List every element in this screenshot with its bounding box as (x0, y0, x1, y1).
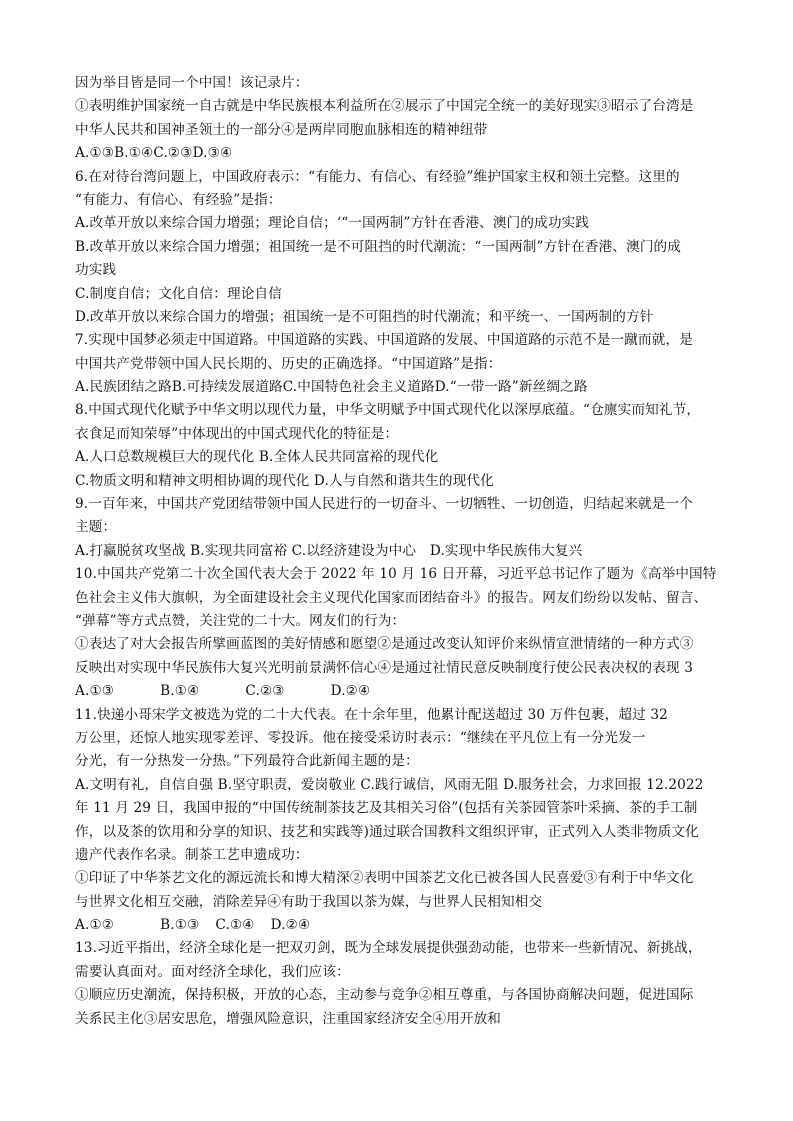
text-line: 衣食足而知荣辱”中体现出的中国式现代化的特征是： (75, 425, 399, 442)
text-line: A.文明有礼，自信自强 B.坚守职责，爱岗敬业 C.践行诚信，风雨无阻 D.服务社会，力求回报 12.2022 (75, 776, 704, 793)
text-line: 万公里，还惊人地实现零差评、零投诉。他在接受采访时表示：“继续在平凡位上有一分光发一 (75, 729, 646, 746)
text-line: ①顺应历史潮流，保持积极，开放的心态，主动参与竞争②相互尊重，与各国协商解决问题，促进国际 (75, 987, 694, 1004)
text-line: 分光，有一分热发一分热。”下列最符合此新闻主题的是： (75, 753, 419, 770)
text-line: 反映出对实现中华民族伟大复兴光明前景满怀信心④是通过社情民意反映制度行使公民表决权的表现 3 (75, 659, 693, 676)
text-line: 10.中国共产党第二十次全国代表大会于 2022 年 10 月 16 日开幕，习近平总书记作了题为《高举中国特 (75, 566, 717, 583)
answer-options-q12 (75, 914, 723, 937)
text-line: 功实践 (75, 262, 117, 279)
option-a: A.①③ (75, 683, 115, 700)
text-line: ①印证了中华茶艺文化的源远流长和博大精深②表明中国茶艺文化已被各国人民喜爱③有利于中华文化 (75, 870, 694, 887)
text-line: “弹幕”等方式点赞，关注党的二十大。网友们的行为： (75, 612, 406, 629)
text-line: 9.一百年来，中国共产党团结带领中国人民进行的一切奋斗、一切牺牲、一切创造，归结起来就是一个 (75, 496, 693, 513)
text-line: 需要认真面对。面对经济全球化，我们应该： (75, 963, 350, 980)
document-body (75, 72, 723, 1031)
text-line: A.①③B.①④C.②③D.③④ (75, 145, 233, 162)
text-line: 色社会主义伟大旗帜，为全面建设社会主义现代化国家而团结奋斗》的报告。网友们纷纷以发帖、留言、 (75, 589, 708, 606)
text-line: 7.实现中国梦必须走中国道路。中国道路的实践、中国道路的发展、中国道路的示范不是一蹴而就，是 (75, 332, 693, 349)
text-line: 13.习近平指出，经济全球化是一把双刃剑，既为全球发展提供强劲动能，也带来一些新情况、新挑战， (75, 940, 702, 957)
text-line: 与世界文化相互交融，消除差异④有助于我国以茶为媒，与世界人民相知相交 (75, 893, 543, 910)
text-line: 作，以及茶的饮用和分享的知识、技艺和实践等)通过联合国教科文组织评审，正式列入人类非物质文化 (75, 823, 699, 840)
text-line: A.打赢脱贫攻坚战 B.实现共同富裕 C.以经济建设为中心 D.实现中华民族伟大复兴 (75, 542, 583, 559)
text-line: A.民族团结之路B.可持续发展道路C.中国特色社会主义道路D.“一带一路”新丝绸之路 (75, 379, 588, 396)
text-line: C.物质文明和精神文明相协调的现代化 D.人与自然和谐共生的现代化 (75, 472, 494, 489)
text-line: 中国共产党带领中国人民长期的、历史的正确选择。“中国道路”是指： (75, 355, 502, 372)
text-line: 关系民主化③居安思危，增强风险意识，注重国家经济安全④用开放和 (75, 1010, 502, 1027)
text-line: ①表明维护国家统一自古就是中华民族根本利益所在②展示了中国完全统一的美好现实③昭示了台湾是 (75, 98, 694, 115)
text-line: 11.快递小哥宋学文被选为党的二十大代表。在十余年里，他累计配送超过 30 万件包裹，超过 32 (75, 706, 668, 723)
text-line: ①表达了对大会报告所擘画蓝图的美好情感和愿望②是通过改变认知评价来纵情宣泄情绪的一种方式③ (75, 636, 694, 653)
text-line: B.改革开放以来综合国力增强；祖国统一是不可阻挡的时代潮流：“一国两制”方针在香港、澳门的成 (75, 238, 682, 255)
text-line: 因为举目皆是同一个中国！该记录片： (75, 75, 309, 91)
answer-options-q10 (75, 680, 723, 703)
option-a: A.①② (75, 917, 115, 934)
option-d: D.②④ (330, 683, 371, 700)
text-line: “有能力、有信心、有经验”是指： (75, 191, 282, 208)
option-c: C.①④ (215, 917, 255, 934)
text-line: A.人口总数规模巨大的现代化 B.全体人民共同富裕的现代化 (75, 449, 439, 466)
text-line: C.制度自信；文化自信：理论自信 (75, 285, 282, 302)
text-line: 6.在对待台湾问题上，中国政府表示：“有能力、有信心、有经验”维护国家主权和领土完整。这里的 (75, 168, 680, 185)
text-line: 遗产代表作名录。制茶工艺申遗成功： (75, 846, 309, 863)
option-b: B.①④ (160, 683, 200, 700)
text-line: 8.中国式现代化赋予中华文明以现代力量，中华文明赋予中国式现代化以深厚底蕴。“仓廪实而知礼节， (75, 402, 701, 419)
text-line: 主题： (75, 519, 117, 536)
option-d: D.②④ (270, 917, 311, 934)
option-c: C.②③ (245, 683, 285, 700)
text-line: 年 11 月 29 日，我国申报的“中国传统制茶技艺及其相关习俗”(包括有关茶园管茶叶采摘、茶的手工制 (75, 800, 698, 817)
text-line: D.改革开放以来综合国力的增强；祖国统一是不可阻挡的时代潮流；和平统一、一国两制的方针 (75, 308, 654, 325)
option-b: B.①③ (160, 917, 200, 934)
text-line: 中华人民共和国神圣领土的一部分④是两岸同胞血脉相连的精神纽带 (75, 121, 488, 138)
text-line: A.改革开放以来综合国力增强；理论自信；‘“一国两制”方针在香港、澳门的成功实践 (75, 215, 590, 232)
